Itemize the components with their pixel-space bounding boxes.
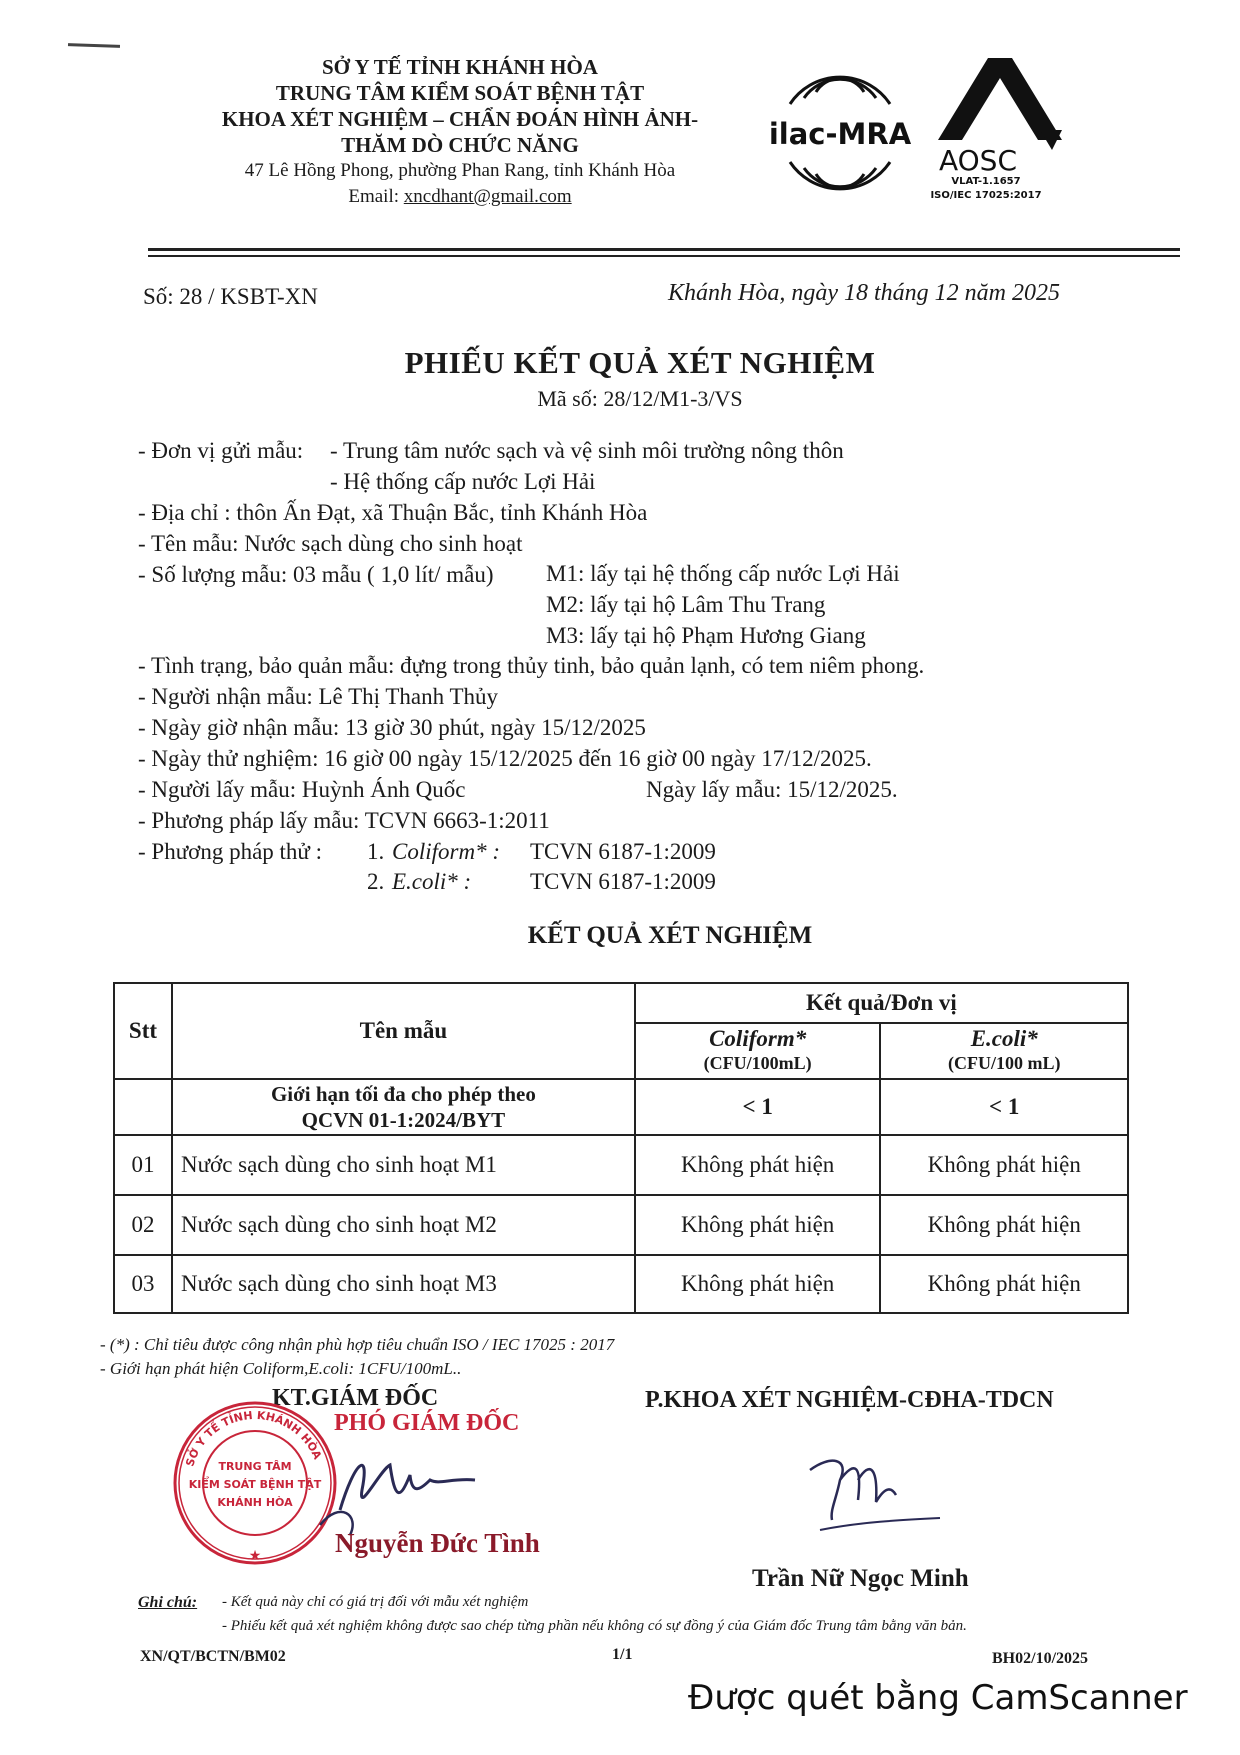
page-number: 1/1 [612,1646,633,1663]
sample-m1: M1: lấy tại hệ thống cấp nước Lợi Hải [546,561,900,586]
col-ecoli [880,1023,1128,1079]
row-sample-name: Nước sạch dùng cho sinh hoạt M1 [172,1135,635,1195]
limit-stt-empty [114,1079,172,1135]
results-title: KẾT QUẢ XÉT NGHIỆM [527,922,813,949]
address: - Địa chỉ : thôn Ấn Đạt, xã Thuận Bắc, tỉnh Khánh Hòa [138,500,648,525]
stamp-line-1: TRUNG TÂM [218,1460,292,1473]
camscanner-watermark: Được quét bằng CamScanner [688,1678,1188,1718]
limit-ecoli: < 1 [880,1079,1128,1135]
ilac-text: ilac-MRA [768,117,912,151]
right-sign-name: Trần Nữ Ngọc Minh [752,1565,969,1592]
sampler: - Người lấy mẫu: Huỳnh Ánh Quốc [138,777,466,802]
header-rule-2 [148,255,1180,257]
form-code: XN/QT/BCTN/BM02 [140,1648,286,1665]
aosc-iso: ISO/IEC 17025:2017 [930,190,1042,201]
aosc-code: VLAT-1.1657 [951,176,1021,187]
sample-quantity: - Số lượng mẫu: 03 mẫu ( 1,0 lít/ mẫu) [138,562,494,587]
ghichu-1: - Kết quả này chỉ có giá trị đối với mẫu xét nghiệm [222,1594,529,1610]
row-stt: 01 [114,1135,172,1195]
row-ecoli: Không phát hiện [880,1195,1128,1255]
limit-label-2: QCVN 01-1:2024/BYT [301,1108,506,1132]
results-table [113,982,1129,1314]
row-sample-name: Nước sạch dùng cho sinh hoạt M3 [172,1255,635,1313]
org-header [180,54,740,210]
org-email-row [180,184,740,210]
row-ecoli: Không phát hiện [880,1135,1128,1195]
left-signature [300,1440,490,1540]
header-rule [148,248,1180,251]
method-2-num: 2. [367,869,385,894]
limit-label [172,1079,635,1135]
row-ecoli: Không phát hiện [880,1255,1128,1313]
ecoli-unit: (CFU/100 mL) [947,1053,1061,1073]
ecoli-label: E.coli* [970,1026,1038,1051]
email-label: Email: [348,186,400,207]
test-date: - Ngày thử nghiệm: 16 giờ 00 ngày 15/12/2025 đến 16 giờ 00 ngày 17/12/2025. [138,746,872,771]
limit-label-1: Giới hạn tối đa cho phép theo [270,1082,536,1106]
method-1-standard: TCVN 6187-1:2009 [530,839,716,864]
ilac-mra-logo [760,56,920,211]
row-coliform: Không phát hiện [635,1195,881,1255]
org-line-3: KHOA XÉT NGHIỆM – CHẨN ĐOÁN HÌNH ẢNH- [221,107,699,131]
sender-label: - Đơn vị gửi mẫu: [138,438,304,463]
method-2-name: E.coli* : [392,869,472,894]
table-row [114,1255,1128,1313]
left-sign-title: KT.GIÁM ĐỐC [272,1385,439,1411]
table-row [114,1135,1128,1195]
received-time: - Ngày giờ nhận mẫu: 13 giờ 30 phút, ngày 15/12/2025 [138,715,646,740]
doc-title: PHIẾU KẾT QUẢ XÉT NGHIỆM [404,345,876,380]
sender-1: - Trung tâm nước sạch và vệ sinh môi trường nông thôn [330,438,844,463]
sample-name: - Tên mẫu: Nước sạch dùng cho sinh hoạt [138,531,523,556]
coliform-unit: (CFU/100mL) [703,1053,812,1073]
sample-m3: M3: lấy tại hộ Phạm Hương Giang [546,623,866,648]
org-line-2: TRUNG TÂM KIỂM SOÁT BỆNH TẬT [275,81,645,105]
ghichu-2: - Phiếu kết quả xét nghiệm không được sao chép từng phần nếu không có sự đồng ý của Giám đốc Trung tâm bằng văn bản. [222,1618,967,1634]
scan-mark [68,43,120,48]
stamp-star-icon: ★ [248,1549,262,1564]
note-1: - (*) : Chỉ tiêu được công nhận phù hợp tiêu chuẩn ISO / IEC 17025 : 2017 [100,1335,615,1354]
row-stt: 03 [114,1255,172,1313]
col-coliform [635,1023,881,1079]
method-1-name: Coliform* : [392,839,500,864]
limit-coliform: < 1 [635,1079,881,1135]
col-stt: Stt [114,983,172,1079]
row-coliform: Không phát hiện [635,1255,881,1313]
note-2: - Giới hạn phát hiện Coliform,E.coli: 1CFU/100mL.. [100,1359,462,1378]
sample-condition: - Tình trạng, bảo quản mẫu: đựng trong thủy tinh, bảo quản lạnh, có tem niêm phong. [138,653,925,678]
issue-code: BH02/10/2025 [992,1650,1089,1667]
org-line-1: SỞ Y TẾ TỈNH KHÁNH HÒA [322,55,598,79]
left-sign-subtitle: PHÓ GIÁM ĐỐC [334,1410,520,1436]
right-sign-title: P.KHOA XÉT NGHIỆM-CĐHA-TDCN [645,1387,1054,1413]
row-stt: 02 [114,1195,172,1255]
ghichu-label: Ghi chú: [138,1594,198,1611]
col-result: Kết quả/Đơn vị [635,983,1128,1023]
aosc-text: AOSC [938,144,1018,177]
left-sign-name: Nguyễn Đức Tình [335,1528,540,1558]
table-row [114,1195,1128,1255]
receiver: - Người nhận mẫu: Lê Thị Thanh Thủy [138,684,498,709]
org-line-4: THĂM DÒ CHỨC NĂNG [341,133,579,157]
email-link[interactable]: xncdhant@gmail.com [403,186,572,207]
row-sample-name: Nước sạch dùng cho sinh hoạt M2 [172,1195,635,1255]
method-1-num: 1. [367,839,385,864]
col-sample-name: Tên mẫu [172,983,635,1079]
row-coliform: Không phát hiện [635,1135,881,1195]
doc-number: Số: 28 / KSBT-XN [143,284,318,309]
right-signature [800,1440,950,1550]
sample-m2: M2: lấy tại hộ Lâm Thu Trang [546,592,826,617]
stamp-line-2: KIỂM SOÁT BỆNH TẬT [188,1478,322,1491]
org-address: 47 Lê Hồng Phong, phường Phan Rang, tỉnh Khánh Hòa [244,160,676,181]
doc-date: Khánh Hòa, ngày 18 tháng 12 năm 2025 [668,280,1060,306]
doc-code: Mã số: 28/12/M1-3/VS [537,386,743,411]
sampling-method: - Phương pháp lấy mẫu: TCVN 6663-1:2011 [138,808,550,833]
stamp-line-3: KHÁNH HÒA [217,1496,293,1509]
method-2-standard: TCVN 6187-1:2009 [530,869,716,894]
sampling-date: Ngày lấy mẫu: 15/12/2025. [646,777,898,802]
coliform-label: Coliform* [709,1026,807,1051]
stamp-ring-text: SỞ Y TẾ TỈNH KHÁNH HÒA [183,1408,324,1469]
sender-2: - Hệ thống cấp nước Lợi Hải [330,469,596,494]
aosc-logo [920,52,1070,202]
test-method-label: - Phương pháp thử : [138,839,323,864]
